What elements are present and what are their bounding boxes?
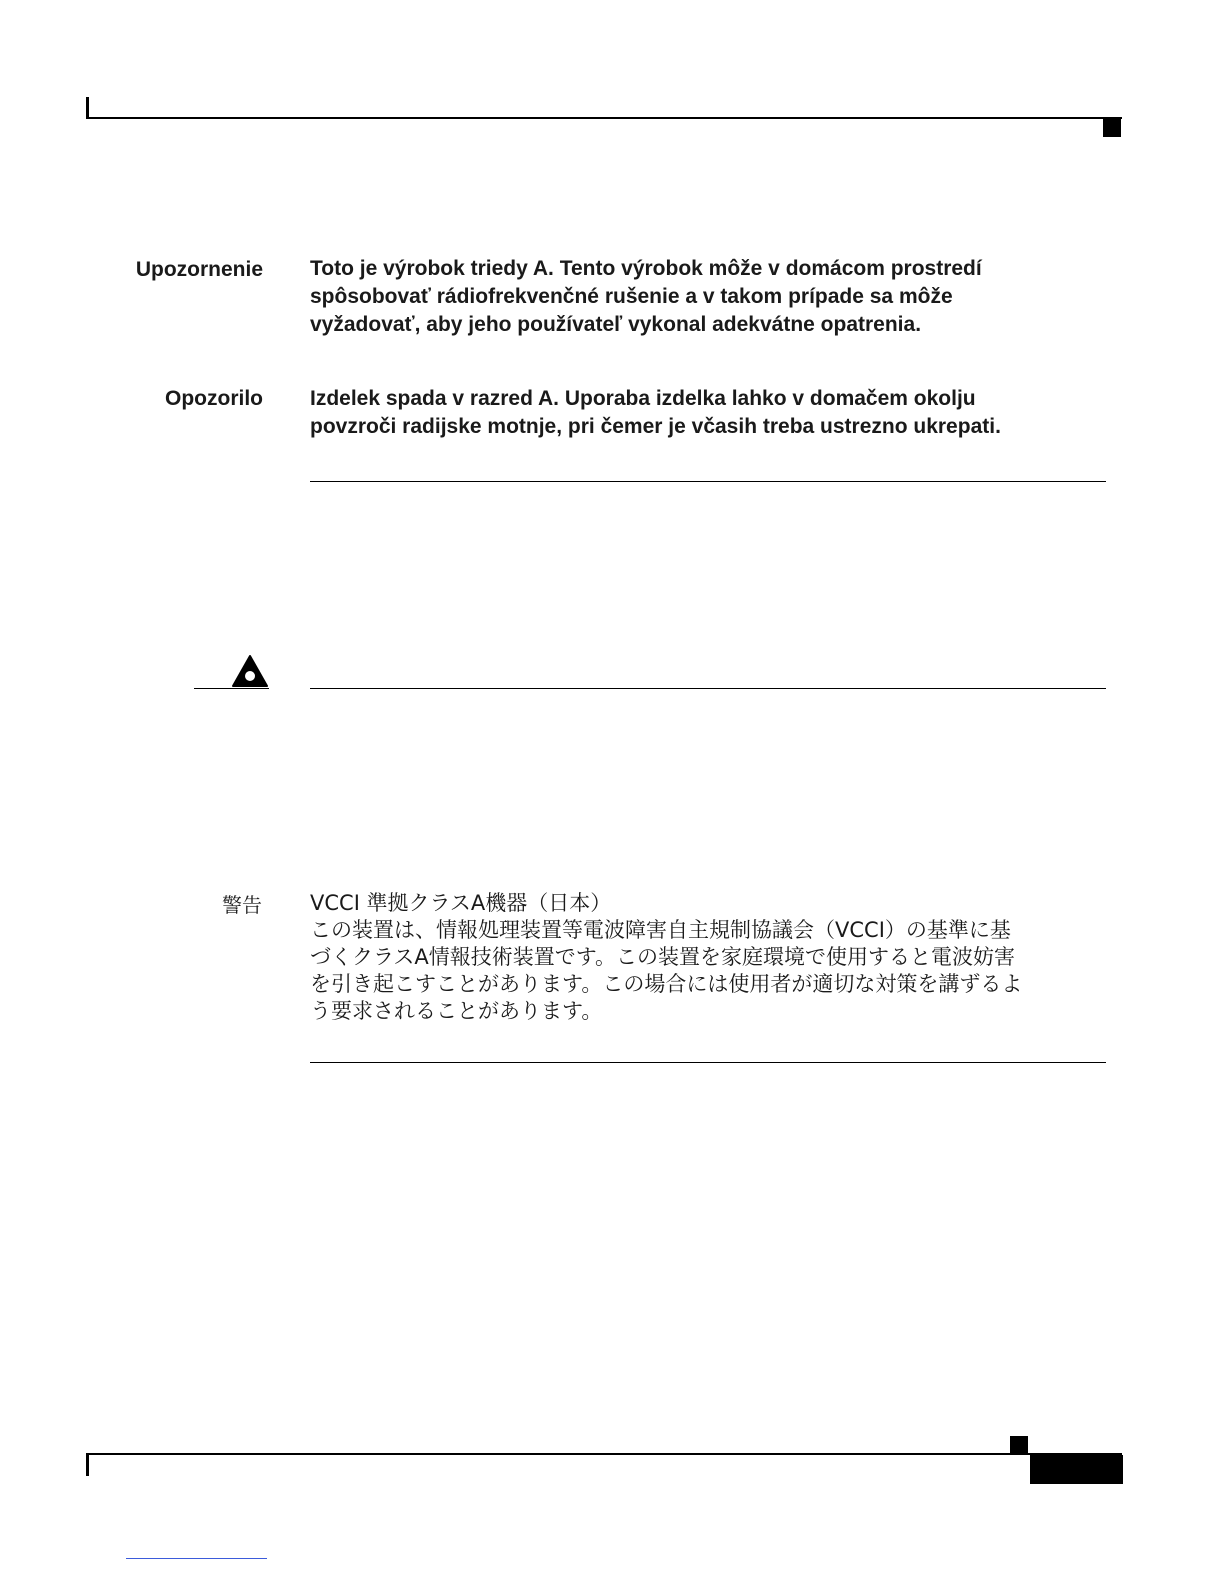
header-rule [86, 117, 1122, 119]
text-line: VCCI 準拠クラスA機器（日本） [310, 891, 612, 915]
warning-label-slovenian: Opozorilo [165, 387, 263, 410]
warning-label-japanese: 警告 [222, 893, 262, 917]
text-line: Toto je výrobok triedy A. Tento výrobok môže v domácom prostredí [310, 257, 982, 280]
header-tick [86, 97, 89, 119]
text-line: づくクラスA情報技術装置です。この装置を家庭環境で使用すると電波妨害 [310, 945, 1016, 969]
header-marker [1103, 119, 1121, 137]
caution-icon [231, 654, 269, 688]
footer-link-underline[interactable] [126, 1558, 267, 1559]
warning-text-slovak [310, 255, 1110, 339]
text-line: を引き起こすことがあります。この場合には使用者が適切な対策を講ずるよ [310, 972, 1023, 996]
footer-rule [86, 1453, 1122, 1455]
section-divider [310, 481, 1106, 482]
text-line: spôsobovať rádiofrekvenčné rušenie a v takom prípade sa môže [310, 285, 953, 308]
text-line: vyžadovať, aby jeho používateľ vykonal adekvátne opatrenia. [310, 313, 922, 336]
footer-tick [86, 1454, 89, 1476]
page-number-block [1030, 1455, 1123, 1484]
warning-label-slovak: Upozornenie [135, 258, 263, 281]
text-line: う要求されることがあります。 [310, 999, 603, 1023]
section-divider [310, 1062, 1106, 1063]
warning-text-slovenian [310, 385, 1110, 441]
text-line: Izdelek spada v razred A. Uporaba izdelka lahko v domačem okolju [310, 387, 976, 410]
warning-text-japanese [310, 890, 1100, 1025]
footer-marker [1010, 1436, 1028, 1454]
text-line: この装置は、情報処理装置等電波障害自主規制協議会（VCCI）の基準に基 [310, 918, 1011, 942]
caution-rule [310, 688, 1106, 689]
text-line: povzroči radijske motnje, pri čemer je včasih treba ustrezno ukrepati. [310, 415, 1001, 438]
caution-underline [194, 688, 269, 689]
